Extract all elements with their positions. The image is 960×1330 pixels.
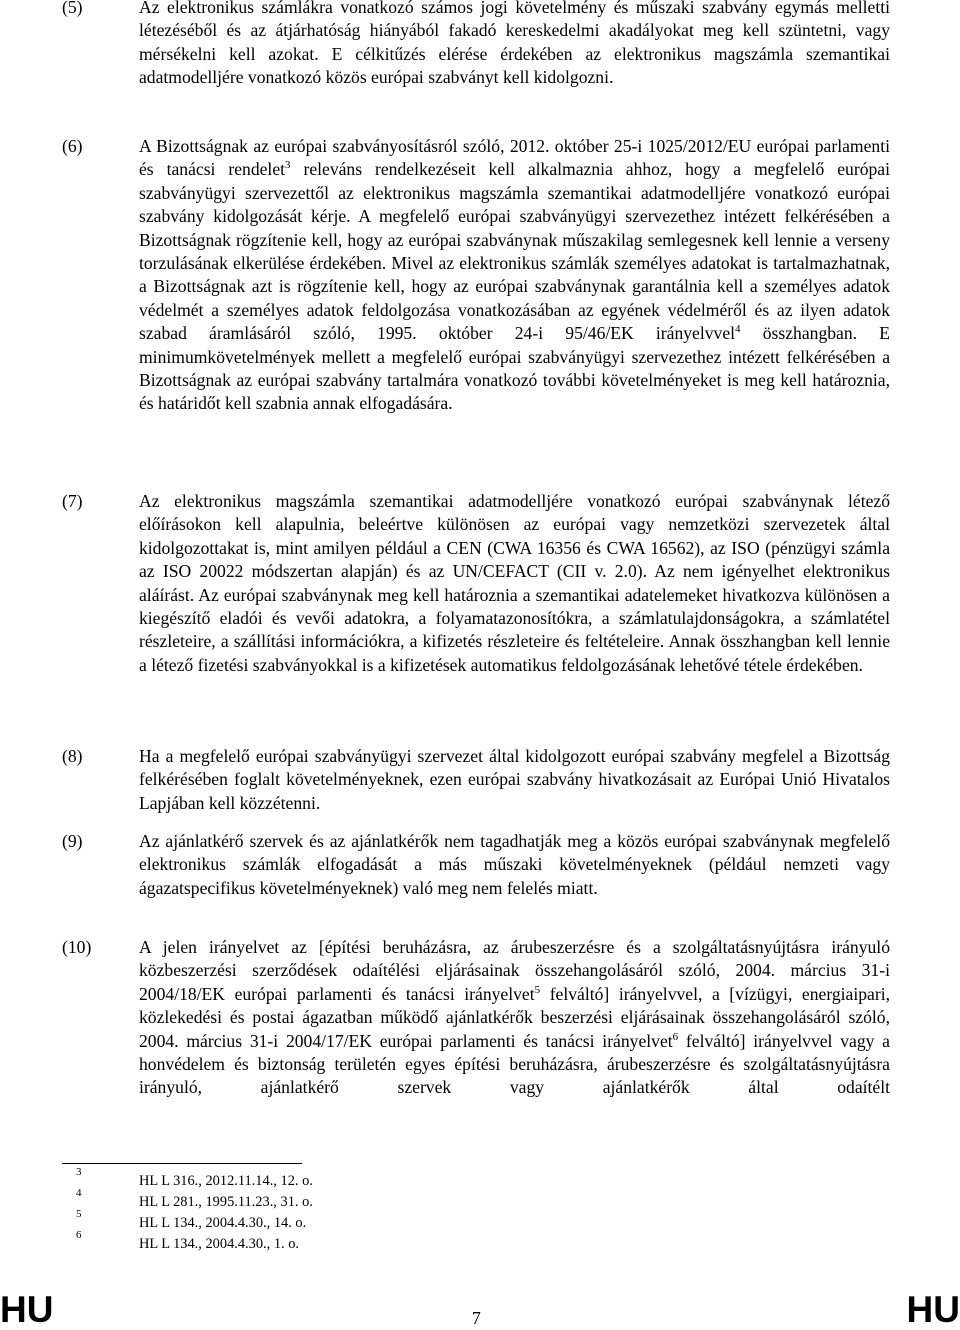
recital-text: Az elektronikus magszámla szemantikai adatmodelljére vonatkozó európai szabványnak létező előírásokon kell alapulnia, beleértve különösen az európai vagy nemzetközi szervezetek által kidolgozottakat is, mint amilyen például a CEN (CWA 16356 és CWA 16562), az ISO (pénzügyi számla az ISO 20022 módszertan alapján) és az UN/CEFACT (CII v. 2.0). Az nem igényelhet elektronikus aláírást. Az európai szabványnak meg kell határoznia a szemantikai adatelemeket hivatkozva különösen a kiegészítő eladói és vevői adatokra, a folyamatazonosítókra, a számlatulajdonságokra, a számlatétel részleteire, a szállítási információkra, a kifizetés részleteire és feltételeire. Annak összhangban kell lennie a létező fizetési szabványokkal is a kifizetések automatikus feldolgozásának lehetővé tétele érdekében. (139, 491, 890, 675)
recital-9 (62, 830, 890, 900)
footnote-text: HL L 281., 1995.11.23., 31. o. (139, 1194, 313, 1210)
footnote (62, 1208, 562, 1232)
recital-text: Az elektronikus számlákra vonatkozó számos jogi követelmény és műszaki szabvány egymás melletti létezéséből és az átjárhatóság hiányából fakadó kereskedelmi akadályokat meg kell szüntetni, vagy mérsékelni kell azokat. E célkitűzés elérése érdekében az elektronikus magszámla szemantikai adatmodelljére vonatkozó közös európai szabványt kell kidolgozni. (139, 0, 890, 88)
footnote (62, 1229, 562, 1253)
recital-number: (9) (62, 831, 83, 851)
recital-number: (5) (62, 0, 83, 17)
footnote-mark: 5 (76, 1208, 82, 1220)
footnote-mark: 6 (76, 1229, 82, 1241)
page-number: 7 (472, 1308, 481, 1328)
footnote (62, 1166, 562, 1190)
footnote (62, 1187, 562, 1211)
footnote-separator (62, 1163, 302, 1164)
recital-number: (10) (62, 937, 92, 957)
footnote-text: HL L 316., 2012.11.14., 12. o. (139, 1173, 313, 1189)
recital-number: (6) (62, 136, 83, 156)
recital-text: A Bizottságnak az európai szabványosításról szóló, 2012. október 25-i 1025/2012/EU európai parlamenti és tanácsi rendelet$^3$ releváns rendelkezéseit kell alkalmaznia ahhoz, hogy a megfelelő európai szabványügyi szervezettől az elektronikus magszámla szemantikai adatmodelljére vonatkozó európai szabvány kidolgozását kérje. A megfelelő európai szabványügyi szervezethez intézett felkérésében a Bizottságnak rögzítenie kell, hogy az európai szabványnak műszakilag semlegesnek kell lennie a verseny torzulásának elkerülése érdekében. Mivel az elektronikus számlák személyes adatokat is tartalmazhatnak, a Bizottságnak azt is rögzítenie kell, hogy az európai szabványnak garantálnia kell a személyes adatok védelmét a személyes adatok feldolgozása vonatkozásában az egyének védelméről és az ilyen adatok szabad áramlásáról szóló, 1995. október 24-i 95/46/EK irányelvvel$^4$ összhangban. E minimumkövetelmények mellett a megfelelő európai szabványügyi szervezethez intézett felkérésében a Bizottságnak az európai szabvány tartalmára vonatkozó további követelményeket is meg kell határoznia, és határidőt kell szabnia annak elfogadására. (139, 136, 890, 414)
recital-text: Ha a megfelelő európai szabványügyi szervezet által kidolgozott európai szabvány megfelel a Bizottság felkérésében foglalt követelményeknek, ezen európai szabvány hivatkozásait az Európai Unió Hivatalos Lapjában kell közzétenni. (139, 746, 890, 813)
language-code-right: HU (906, 1289, 960, 1330)
footnote-ref[interactable]: 4 (735, 323, 741, 336)
footnotes (62, 1166, 562, 1253)
recital-number: (7) (62, 491, 83, 511)
footnote-text: HL L 134., 2004.4.30., 14. o. (139, 1215, 307, 1231)
recital-5 (62, 0, 890, 90)
recital-text: Az ajánlatkérő szervek és az ajánlatkérők nem tagadhatják meg a közös európai szabványnak megfelelő elektronikus számlák elfogadását a más műszaki követelményeknek (például nemzeti vagy ágazatspecifikus követelményeknek) való meg nem felelés miatt. (139, 831, 890, 898)
recital-8 (62, 745, 890, 815)
footnote-text: HL L 134., 2004.4.30., 1. o. (139, 1236, 300, 1252)
footnote-mark: 3 (76, 1166, 82, 1178)
recital-number: (8) (62, 746, 83, 766)
recital-6 (62, 135, 890, 416)
recital-10 (62, 936, 890, 1100)
recital-7 (62, 490, 890, 677)
footnote-mark: 4 (76, 1187, 82, 1199)
footnote-ref[interactable]: 3 (285, 159, 291, 172)
language-code-left: HU (0, 1289, 54, 1330)
footnote-ref[interactable]: 5 (534, 983, 541, 996)
footnote-ref[interactable]: 6 (672, 1030, 679, 1043)
recital-text: A jelen irányelvet az [építési beruházásra, az árubeszerzésre és a szolgáltatásnyújtásra irányuló közbeszerzési szerződések odaítélési eljárásainak összehangolásáról szóló, 2004. március 31-i 2004/18/EK európai parlamenti és tanácsi irányelvet$^5$ felváltó] irányelvvel, a [vízügyi, energiaipari, közlekedési és postai ágazatban működő ajánlatkérők beszerzési eljárásainak összehangolásáról szóló, 2004. március 31-i 2004/17/EK európai parlamenti és tanácsi irányelvet$^6$ felváltó] irányelvvel vagy a honvédelem és biztonság területén egyes építési beruházásra, árubeszerzésre és szolgáltatásnyújtásra irányuló, ajánlatkérő szervek vagy ajánlatkérők által odaítélt (139, 937, 890, 1098)
